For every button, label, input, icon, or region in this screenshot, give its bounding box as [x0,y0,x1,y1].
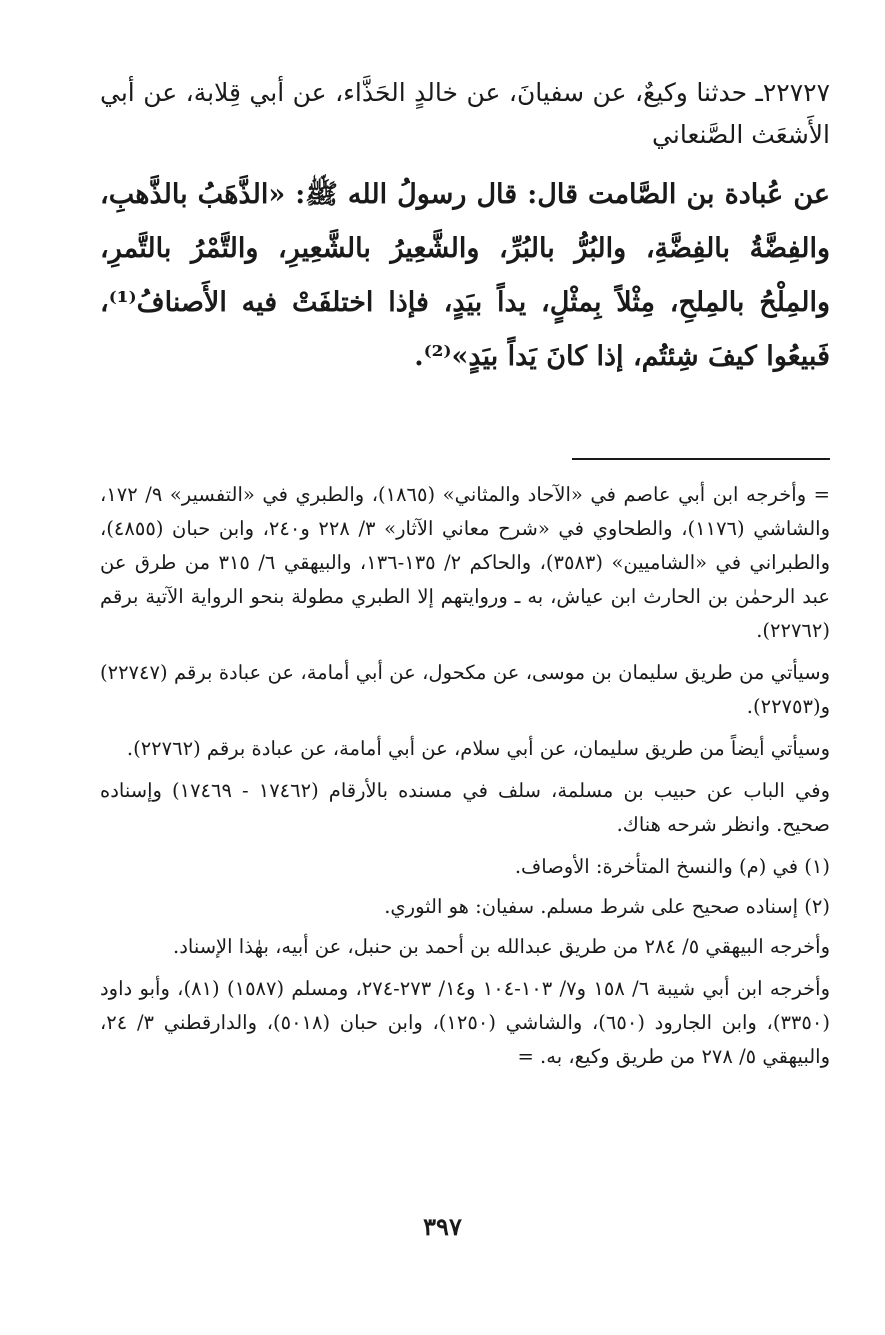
footnote-paragraph: وسيأتي من طريق سليمان بن موسى، عن مكحول، عن أبي أمامة، عن عبادة برقم (٢٢٧٤٧) و(٢٢٧٥٣). [100,661,830,718]
hadith-text: عن عُبادة بن الصَّامت قال: قال رسولُ الله ﷺ: «الذَّهَبُ بالذَّهبِ، والفِضَّةُ بالفِضَّةِ، والبُرُّ بالبُرِّ، والشَّعِيرُ بالشَّعِيرِ، والتَّمْرُ بالتَّمرِ، والمِلْحُ بالمِلحِ، مِثْلاً بِمثْلٍ، يداً بيَدٍ، فإذا اختلفَتْ فيه الأَصنافُ⁽¹⁾، فَبيعُوا كيفَ شِئتُم، إذا كانَ يَداً بيَدٍ»⁽²⁾. [100,179,830,372]
footnote-paragraph: وسيأتي أيضاً من طريق سليمان، عن أبي سلام، عن أبي أمامة، عن عبادة برقم (٢٢٧٦٢). [126,737,830,760]
footnote-paragraph: = وأخرجه ابن أبي عاصم في «الآحاد والمثاني» (١٨٦٥)، والطبري في «التفسير» ٩/ ١٧٢، والشاشي (١١٧٦)، والطحاوي في «شرح معاني الآثار» ٣/ ٢٢٨ و٢٤٠، وابن حبان (٤٨٥٥)، والطبراني في «الشاميين» (٣٥٨٣)، والحاكم ٢/ ١٣٥-١٣٦، والبيهقي ٦/ ٣١٥ من طرق عن عبد الرحمٰن بن الحارث ابن عياش، به ـ وروايتهم إلا الطبري مطولة بنحو الرواية الآتية برقم (٢٢٧٦٢). [100,483,831,642]
footnote-paragraph: وأخرجه البيهقي ٥/ ٢٨٤ من طريق عبدالله بن أحمد بن حنبل، عن أبيه، بهٰذا الإسناد. [173,935,830,958]
footnotes [100,478,830,1082]
page-number: ٣٩٧ [423,1212,462,1241]
hadith-chain: ٢٢٧٢٧ـ حدثنا وكيعٌ، عن سفيانَ، عن خالدٍ الحَذَّاء، عن أبي قِلابة، عن أبي الأَشعَث الصَّنعاني [100,78,830,149]
main-text [100,72,830,384]
footnote-paragraph: وفي الباب عن حبيب بن مسلمة، سلف في مسنده بالأرقام (١٧٤٦٢ - ١٧٤٦٩) وإسناده صحيح. وانظر شرحه هناك. [100,779,830,836]
footnote-2: (٢) إسناده صحيح على شرط مسلم. سفيان: هو الثوري. [384,895,830,918]
footnote-paragraph: وأخرجه ابن أبي شيبة ٦/ ١٥٨ و٧/ ١٠٣-١٠٤ و١٤/ ٢٧٣-٢٧٤، ومسلم (١٥٨٧) (٨١)، وأبو داود (٣٣٥٠)، وابن الجارود (٦٥٠)، والشاشي (١٢٥٠)، وابن حبان (٥٠١٨)، والدارقطني ٣/ ٢٤، والبيهقي ٥/ ٢٧٨ من طريق وكيع، به. = [100,977,830,1068]
footnote-separator [572,458,830,460]
footnote-1: (١) في (م) والنسخ المتأخرة: الأوصاف. [514,855,830,878]
